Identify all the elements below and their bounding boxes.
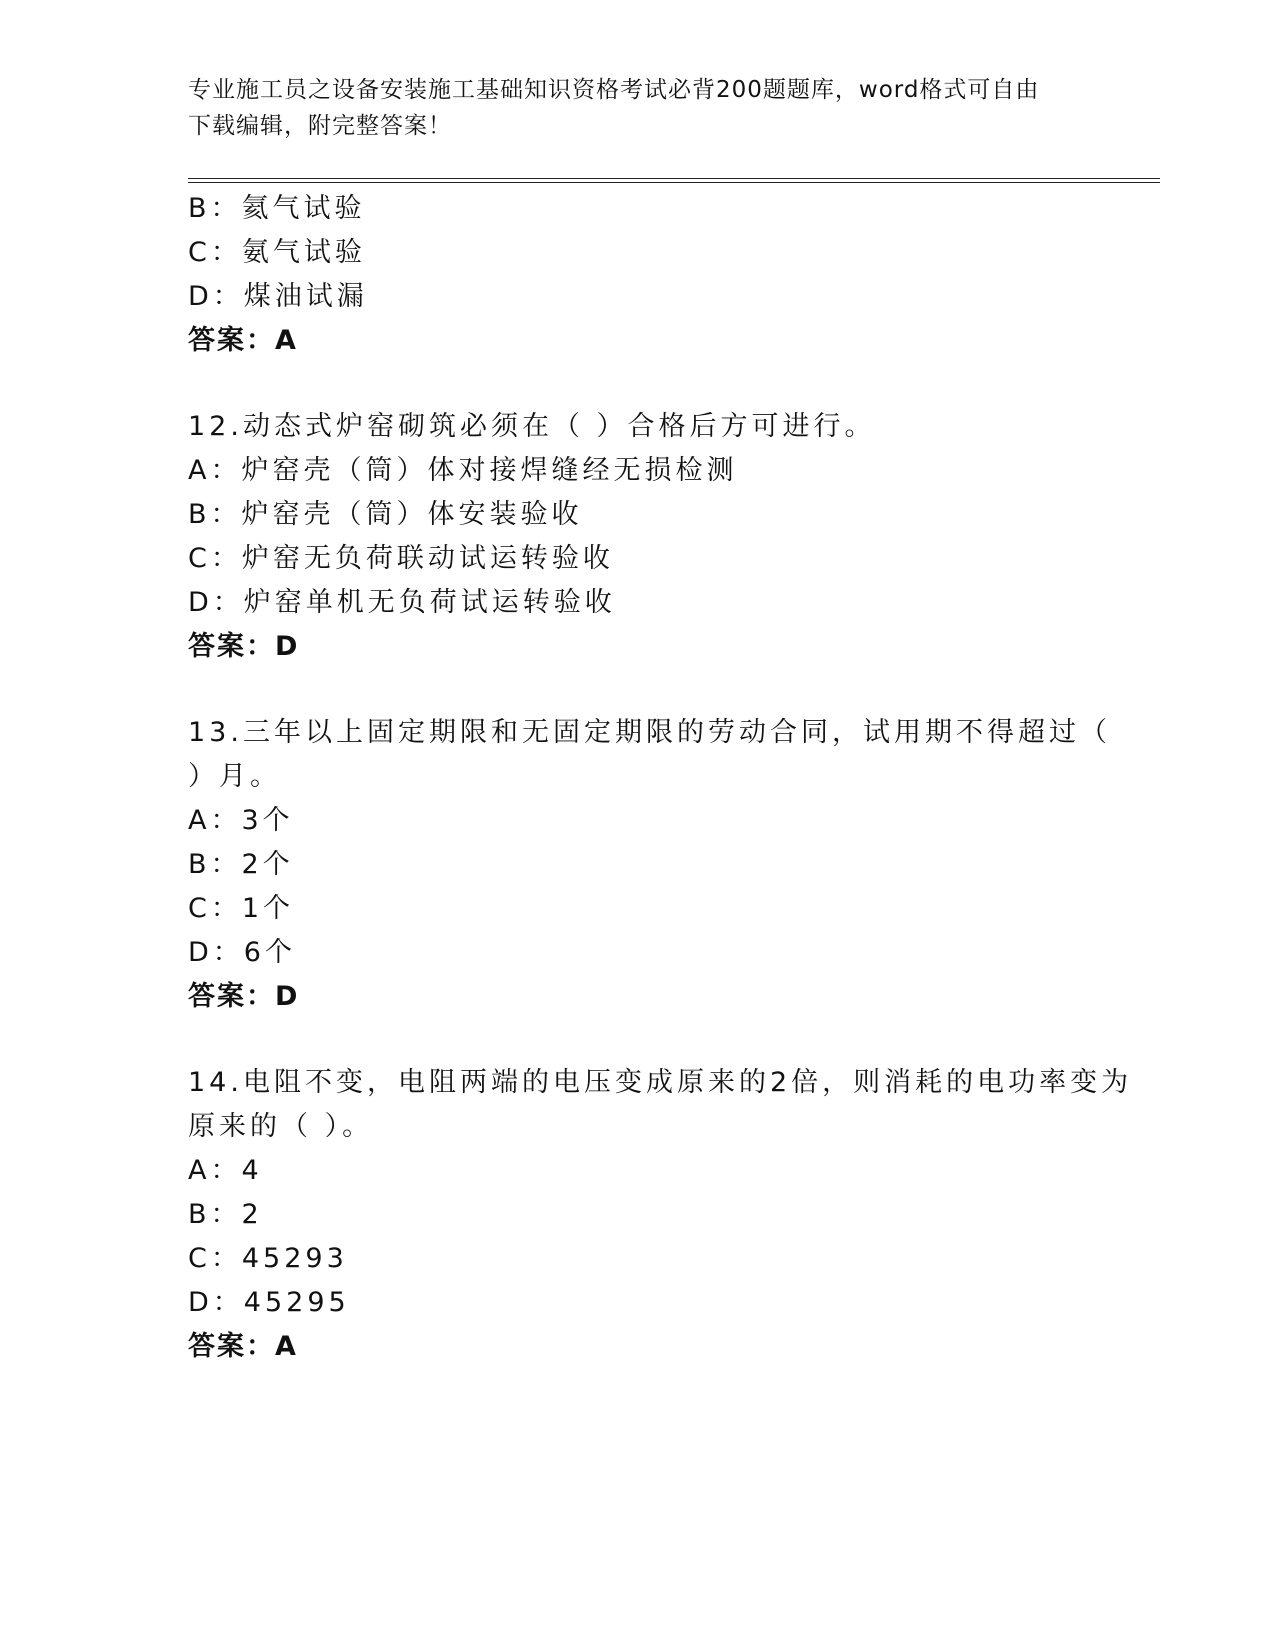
q12-option-c: C：炉窑无负荷联动试运转验收 (188, 543, 614, 574)
header-divider-top (188, 178, 1160, 179)
q11-option-c: C：氨气试验 (188, 237, 366, 268)
q14-question-line-1: 14.电阻不变，电阻两端的电压变成原来的2倍，则消耗的电功率变为 (188, 1067, 1133, 1098)
q14-answer: 答案：A (188, 1331, 298, 1362)
q11-answer: 答案：A (188, 325, 298, 356)
q13-option-d: D：6个 (188, 937, 296, 968)
q12-option-b: B：炉窑壳（筒）体安装验收 (188, 499, 583, 530)
q14-option-d: D：45295 (188, 1287, 350, 1318)
q13-question-line-1: 13.三年以上固定期限和无固定期限的劳动合同，试用期不得超过（ (188, 717, 1111, 748)
q12-option-a: A：炉窑壳（筒）体对接焊缝经无损检测 (188, 455, 738, 486)
q13-question-line-2: ）月。 (188, 761, 281, 792)
q14-question-line-2: 原来的（ ）。 (188, 1111, 374, 1142)
q11-option-d: D：煤油试漏 (188, 281, 368, 312)
q12-question: 12.动态式炉窑砌筑必须在（ ）合格后方可进行。 (188, 411, 876, 442)
q13-option-c: C：1个 (188, 893, 295, 924)
q12-answer: 答案：D (188, 631, 300, 662)
document-header (188, 72, 1068, 144)
q11-option-b: B：氦气试验 (188, 193, 366, 224)
header-line-1: 专业施工员之设备安装施工基础知识资格考试必背200题题库，word格式可自由 (188, 77, 1040, 103)
q13-option-a: A：3个 (188, 805, 294, 836)
q12-option-d: D：炉窑单机无负荷试运转验收 (188, 587, 616, 618)
q13-answer: 答案：D (188, 981, 300, 1012)
header-line-2: 下载编辑，附完整答案！ (188, 113, 452, 139)
q14-option-a: A：4 (188, 1155, 263, 1186)
q14-option-c: C：45293 (188, 1243, 348, 1274)
header-divider-bottom (188, 182, 1160, 183)
q14-option-b: B：2 (188, 1199, 263, 1230)
q13-option-b: B：2个 (188, 849, 294, 880)
